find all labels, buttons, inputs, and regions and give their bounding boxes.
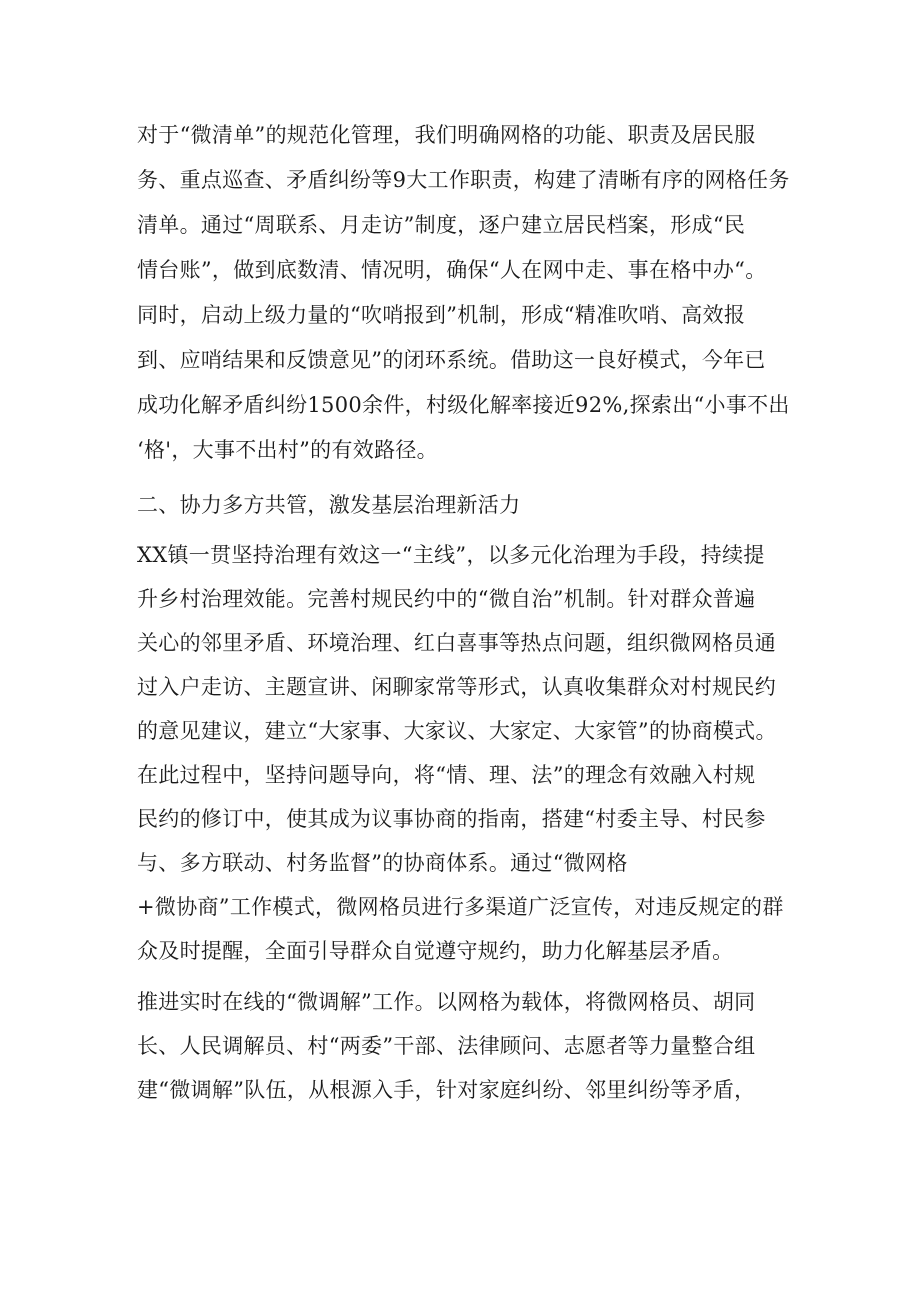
text-line: 过入户走访、主题宣讲、闲聊家常等形式，认真收集群众对村规民约 bbox=[137, 675, 776, 699]
text-line: 关心的邻里矛盾、环境治理、红白喜事等热点问题，组织微网格员通 bbox=[137, 631, 776, 655]
text-line: 成功化解矛盾纠纷1500余件，村级化解率接近92%,探索出“小事不出 bbox=[137, 393, 790, 417]
text-line: 清单。通过“周联系、月走访”制度，逐户建立居民档案，形成“民 bbox=[137, 213, 746, 237]
text-line: 建“微调解”队伍，从根源入手，针对家庭纠纷、邻里纠纷等矛盾， bbox=[137, 1078, 756, 1102]
section-heading: 二、协力多方共管，激发基层治理新活力 bbox=[137, 493, 521, 517]
text-line: 对于“微清单”的规范化管理，我们明确网格的功能、职责及居民服 bbox=[137, 123, 756, 147]
text-line: 长、人民调解员、村“两委”干部、法律顾问、志愿者等力量整合组 bbox=[137, 1034, 756, 1058]
text-line: 推进实时在线的“微调解”工作。以网格为载体，将微网格员、胡同 bbox=[137, 990, 756, 1014]
text-line: 升乡村治理效能。完善村规民约中的“微自治”机制。针对群众普遍 bbox=[137, 587, 756, 611]
text-line: 到、应哨结果和反馈意见”的闭环系统。借助这一良好模式，今年已 bbox=[137, 348, 766, 372]
text-line: +微协商”工作模式，微网格员进行多渠道广泛宣传，对违反规定的群 bbox=[137, 895, 784, 919]
text-line: 众及时提醒，全面引导群众自觉遵守规约，助力化解基层矛盾。 bbox=[137, 939, 734, 963]
text-line: 同时，启动上级力量的“吹哨报到”机制，形成“精准吹哨、高效报 bbox=[137, 303, 746, 327]
text-line: 务、重点巡查、矛盾纠纷等9大工作职责，构建了清晰有序的网格任务 bbox=[137, 168, 790, 192]
text-line: XX镇一贯坚持治理有效这一“主线”，以多元化治理为手段，持续提 bbox=[137, 543, 765, 567]
text-line: 民约的修订中，使其成为议事协商的指南，搭建“村委主导、村民参 bbox=[137, 807, 766, 831]
text-line: 与、多方联动、村务监督”的协商体系。通过“微网格 bbox=[137, 851, 628, 875]
text-line: 的意见建议，建立“大家事、大家议、大家定、大家管”的协商模式。 bbox=[137, 719, 777, 743]
text-line: ‘格'，大事不出村”的有效路径。 bbox=[137, 438, 438, 462]
text-line: 情台账”，做到底数清、情况明，确保“人在网中走、事在格中办“。 bbox=[137, 258, 767, 282]
text-line: 在此过程中，坚持问题导向，将“情、理、法”的理念有效融入村规 bbox=[137, 763, 756, 787]
